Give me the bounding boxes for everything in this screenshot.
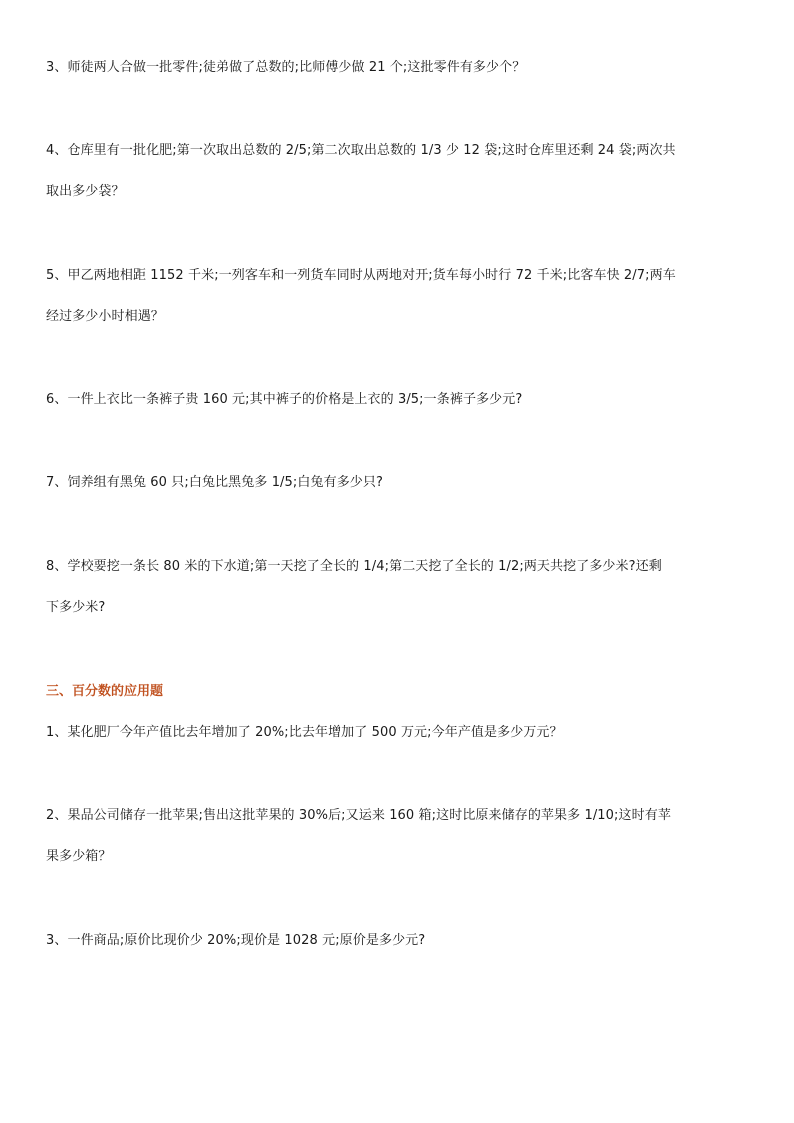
section3-problem-3-line-1: 3、一件商品;原价比现价少 20%;现价是 1028 元;原价是多少元? [46,933,426,948]
problem-7-line-1: 7、饲养组有黑兔 60 只;白兔比黑兔多 1/5;白兔有多少只? [46,475,383,490]
section3-problem-2-line-1: 2、果品公司储存一批苹果;售出这批苹果的 30%后;又运来 160 箱;这时比原来储存的苹果多 1/10;这时有苹 [46,808,671,823]
problem-5-line-1: 5、甲乙两地相距 1152 千米;一列客车和一列货车同时从两地对开;货车每小时行 72 千米;比客车快 2/7;两车 [46,268,676,283]
problem-8-line-1: 8、学校要挖一条长 80 米的下水道;第一天挖了全长的 1/4;第二天挖了全长的 1/2;两天共挖了多少米?还剩 [46,559,662,574]
section3-problem-2-line-2: 果多少箱？ [46,849,112,864]
problem-6-line-1: 6、一件上衣比一条裤子贵 160 元;其中裤子的价格是上衣的 3/5;一条裤子多少元? [46,392,523,407]
section-heading: 三、百分数的应用题 [46,684,164,699]
problem-8-line-2: 下多少米? [46,600,106,615]
section3-problem-1-line-1: 1、某化肥厂今年产值比去年增加了 20%;比去年增加了 500 万元;今年产值是多少万元？ [46,725,563,740]
problem-3-line-1: 3、师徒两人合做一批零件;徒弟做了总数的;比师傅少做 21 个;这批零件有多少个？ [46,60,526,75]
problem-5-line-2: 经过多少小时相遇？ [46,309,164,324]
problem-4-line-1: 4、仓库里有一批化肥;第一次取出总数的 2/5;第二次取出总数的 1/3 少 12 袋;这时仓库里还剩 24 袋;两次共 [46,143,676,158]
problem-4-line-2: 取出多少袋？ [46,184,125,199]
